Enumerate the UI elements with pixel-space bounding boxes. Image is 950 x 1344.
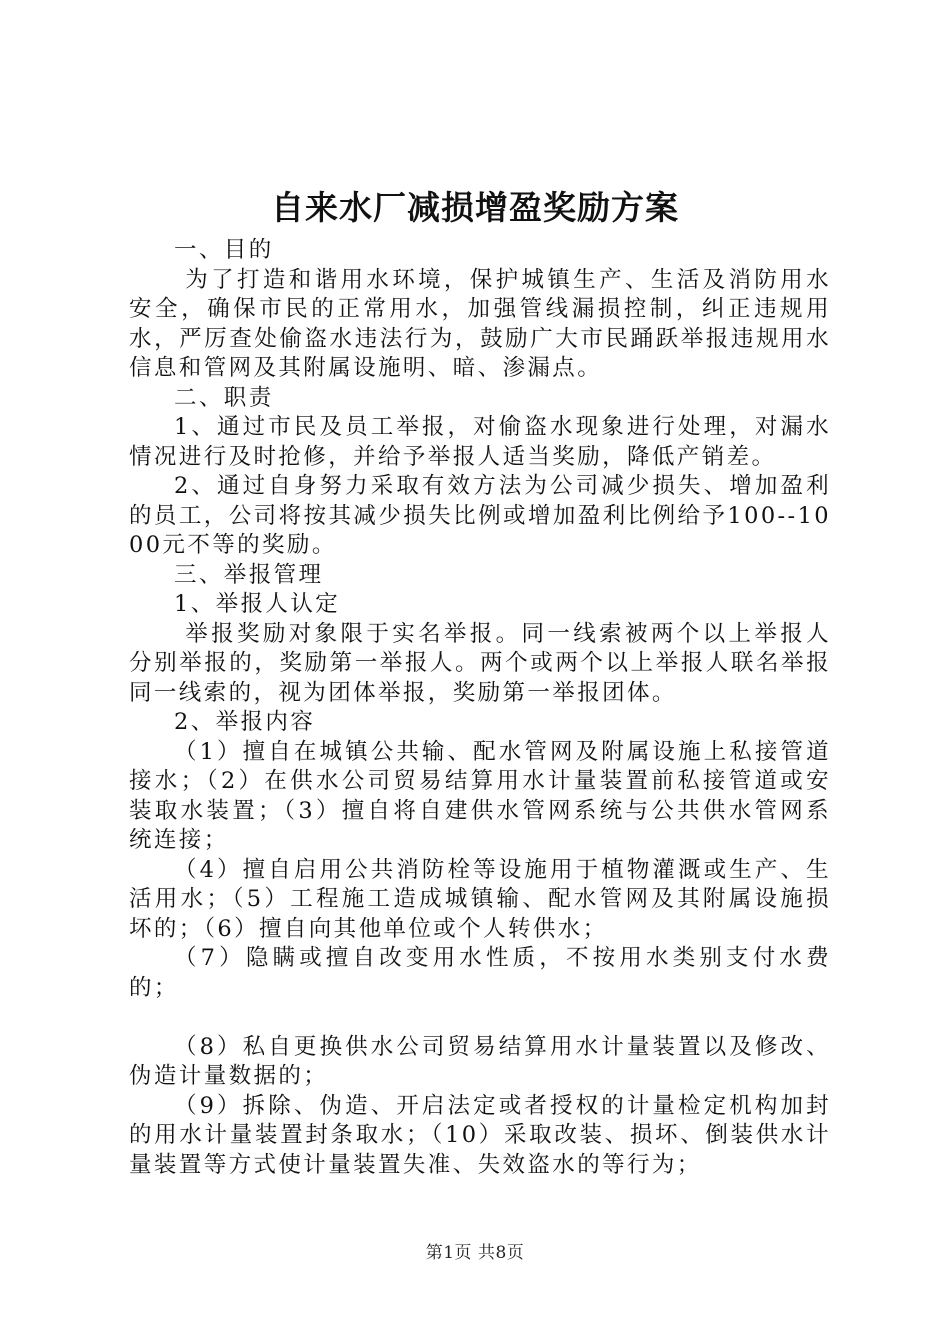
subheading-report-content: 2、举报内容 bbox=[174, 709, 316, 735]
paragraph-duty-1: 1、通过市民及员工举报，对偷盗水现象进行处理，对漏水情况进行及时抢修，并给予举报人适当奖励，降低产销差。 bbox=[129, 414, 831, 470]
paragraph-report-item-7: （7）隐瞒或擅自改变用水性质，不按用水类别支付水费的； bbox=[129, 945, 831, 1001]
document-body bbox=[129, 236, 831, 1180]
section-heading-duties: 二、职责 bbox=[174, 384, 274, 411]
document-title: 自来水厂减损增盈奖励方案 bbox=[271, 188, 679, 227]
paragraph-report-item-8: （8）私自更换供水公司贸易结算用水计量装置以及修改、伪造计量数据的； bbox=[129, 1033, 831, 1089]
page-number-footer: 第1页 共8页 bbox=[425, 1243, 525, 1263]
paragraph-report-items-1-3: （1）擅自在城镇公共输、配水管网及附属设施上私接管道接水；（2）在供水公司贸易结算用水计量装置前私接管道或安装取水装置；（3）擅自将自建供水管网系统与公共供水管网系统连接； bbox=[129, 738, 831, 853]
section-heading-purpose: 一、目的 bbox=[174, 237, 274, 263]
paragraph-report-items-9-10: （9）拆除、伪造、开启法定或者授权的计量检定机构加封的用水计量装置封条取水；（10）采取改装、损坏、倒装供水计量装置等方式使计量装置失准、失效盗水的等行为； bbox=[129, 1092, 831, 1178]
paragraph-reporter-identification: 举报奖励对象限于实名举报。同一线索被两个以上举报人分别举报的，奖励第一举报人。两个或两个以上举报人联名举报同一线索的，视为团体举报，奖励第一举报团体。 bbox=[129, 620, 831, 706]
paragraph-purpose: 为了打造和谐用水环境，保护城镇生产、生活及消防用水安全，确保市民的正常用水，加强管线漏损控制，纠正违规用水，严厉查处偷盗水违法行为，鼓励广大市民踊跃举报违规用水信息和管网及其附属设施明、暗、渗漏点。 bbox=[129, 266, 831, 381]
paragraph-report-items-4-6: （4）擅自启用公共消防栓等设施用于植物灌溉或生产、生活用水；（5）工程施工造成城镇输、配水管网及其附属设施损坏的；（6）擅自向其他单位或个人转供水； bbox=[129, 856, 831, 942]
section-heading-report-management: 三、举报管理 bbox=[174, 561, 324, 588]
paragraph-duty-2: 2、通过自身努力采取有效方法为公司减少损失、增加盈利的员工，公司将按其减少损失比例或增加盈利比例给予100--1000元不等的奖励。 bbox=[129, 473, 831, 558]
subheading-reporter-identification: 1、举报人认定 bbox=[174, 591, 341, 617]
